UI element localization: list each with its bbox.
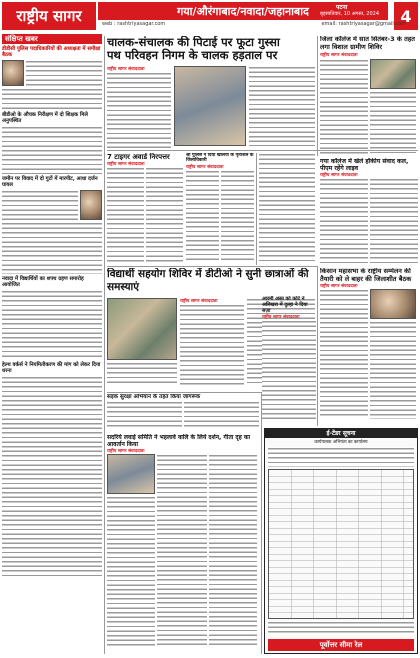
story-headline: जिला कॉलेज में सात सितंबर-3 के तहत लगा विशाल ग्रामीण शिविर [320, 36, 415, 51]
bottom-mid-story [107, 434, 259, 654]
city-label: पटना [336, 4, 348, 11]
row-divider [107, 266, 317, 267]
edition-banner: गया/औरंगाबाद/नवादा/जहानाबाद [98, 2, 388, 20]
brief-text [26, 60, 102, 86]
mid-right-story [320, 158, 418, 266]
date-label: बृहस्पतिवार, 10 अगस्त, 2024 [320, 11, 380, 17]
article-text [107, 167, 144, 263]
byline: राष्ट्रीय सागर संवाददाता [186, 164, 224, 170]
masthead [0, 0, 420, 34]
ad-org: कार्यपालक अभियंता का कार्यालय [314, 440, 368, 445]
brief-text [2, 376, 102, 576]
left-column [2, 34, 102, 654]
story-headline: श्री पुलिस ने दिया खेलिया के नृत्यशल के जिलाधिकारी [186, 153, 254, 164]
main-subheadline: पथ परिवहन निगम के चालक हड़ताल पर [107, 48, 278, 62]
court-story [262, 296, 316, 424]
brief-headline: नवादा में विद्यार्थियों का शपथ ग्रहण समारोह आयोजित [2, 276, 84, 288]
ad-text [268, 621, 414, 635]
story-headline: आरमी अस्त को कोर्ट ने अलिखरा में दुल्हा ने दिया सज़ा [262, 296, 308, 314]
byline: राष्ट्रीय सागर संवाददाता [107, 162, 145, 167]
article-text [157, 454, 207, 648]
article-text [249, 66, 315, 146]
mid-mid-story [186, 153, 254, 265]
main-story-header [107, 36, 315, 66]
row-divider [107, 150, 418, 151]
email-address: email: rashtriyasagar@gmail.com [321, 21, 406, 27]
article-text [184, 401, 259, 429]
byline: राष्ट्रीय सागर संवाददाता [107, 67, 145, 72]
brief-text [2, 222, 102, 274]
right-top-story [320, 36, 418, 154]
article-text [209, 454, 257, 648]
story-photo [370, 289, 416, 319]
tender-advertisement [264, 428, 418, 654]
mid-text-column [259, 153, 315, 265]
brief-photo [80, 190, 102, 220]
article-text [107, 362, 177, 386]
brief-text [2, 290, 102, 360]
byline: राष्ट्रीय सागर संवाददाता [180, 299, 218, 304]
column-divider [104, 36, 105, 654]
main-story-photo [174, 66, 246, 146]
article-text [370, 321, 416, 419]
article-text [146, 167, 183, 263]
road-safety-story [107, 394, 259, 432]
story-headline: 7 टाइगर अवार्ड निरपत्तर [107, 153, 170, 161]
section-header: संक्षिप्त खबर [2, 34, 102, 44]
center-story-photo [107, 298, 177, 360]
brief-text [2, 126, 102, 174]
byline: राष्ट्रीय सागर संवाददाता [262, 315, 300, 320]
ad-footer: पूर्वोत्तर सीमा रेल [268, 639, 414, 651]
main-story-body [107, 66, 315, 148]
article-text [370, 178, 418, 264]
mid-left-story [107, 153, 183, 265]
brief-text [2, 88, 102, 110]
ad-title: ई-टेंडर सूचना [265, 429, 417, 438]
article-text [107, 496, 155, 646]
article-text [180, 304, 244, 388]
byline: राष्ट्रीय सागर संवाददाता [107, 449, 145, 454]
main-headline: चालक-संचालक की पिटाई पर फूटा गुस्सा [107, 36, 280, 49]
column-divider [317, 36, 318, 156]
story-headline: सड़क सुरक्षा अभियान के तहत किया जागरूक [107, 394, 201, 400]
story-photo [370, 59, 416, 89]
ad-text [268, 447, 414, 467]
column-divider [256, 153, 257, 265]
brief-headline: डीडीसी पुलिस पदाधिकारियों की अध्यक्षता में समीक्षा बैठक [2, 46, 101, 58]
brief-text [2, 190, 78, 220]
web-address: web : rashtriyasagar.com [102, 21, 166, 27]
article-text [107, 72, 171, 148]
center-story-header [107, 268, 315, 296]
column-divider [261, 392, 262, 654]
brief-photo [2, 60, 24, 86]
story-headline: किसान महासभा के राष्ट्रीय सम्मेलन की तैयारी को ले बाहर की जिलाशीत बैठक [320, 268, 412, 283]
article-text [186, 170, 219, 262]
article-text [107, 401, 182, 429]
page-number: 4 [394, 2, 418, 30]
article-text [221, 170, 254, 262]
article-text [320, 178, 368, 264]
byline: राष्ट्रीय सागर संवाददाता [320, 53, 358, 58]
brief-headline: बीडीओ के औचक निरीक्षण में दो शिक्षक मिले अनुपस्थित [2, 112, 88, 124]
article-text [370, 91, 416, 154]
story-headline: सदरिये लवाई समिति ने भहलावे वालि के लिये दर्शन, गीता दृह का आवर्तान किया [107, 434, 251, 448]
column-divider [317, 266, 318, 426]
article-text [259, 153, 315, 263]
article-text [262, 320, 316, 420]
brief-headline: जमीन पर विवाद में दो गुटों में मारपीट, आधा दर्जन घायल [2, 176, 98, 188]
row-divider [107, 392, 261, 393]
article-text [320, 289, 368, 419]
article-text [320, 59, 368, 154]
story-photo [107, 454, 155, 494]
story-headline: गया कॉलेज में खेले हॉकीय संवाद कल, पीएम रहेंगे लाइव [320, 158, 409, 173]
byline: राष्ट्रीय सागर संवाददाता [320, 173, 358, 179]
byline: राष्ट्रीय सागर संवाददाता [320, 284, 358, 289]
tender-table [268, 469, 414, 619]
newspaper-logo: राष्ट्रीय सागर [2, 2, 96, 30]
masthead-meta [98, 21, 410, 31]
brief-headline: हेल्थ वर्कर्स ने नियमितीकरण की मांग को लेकर दिया धरना [2, 362, 101, 374]
right-story [320, 268, 418, 424]
center-headline: विद्यार्थी सहयोग शिविर में डीटीओ ने सुनी छात्राओं की समस्याएं [107, 268, 309, 293]
